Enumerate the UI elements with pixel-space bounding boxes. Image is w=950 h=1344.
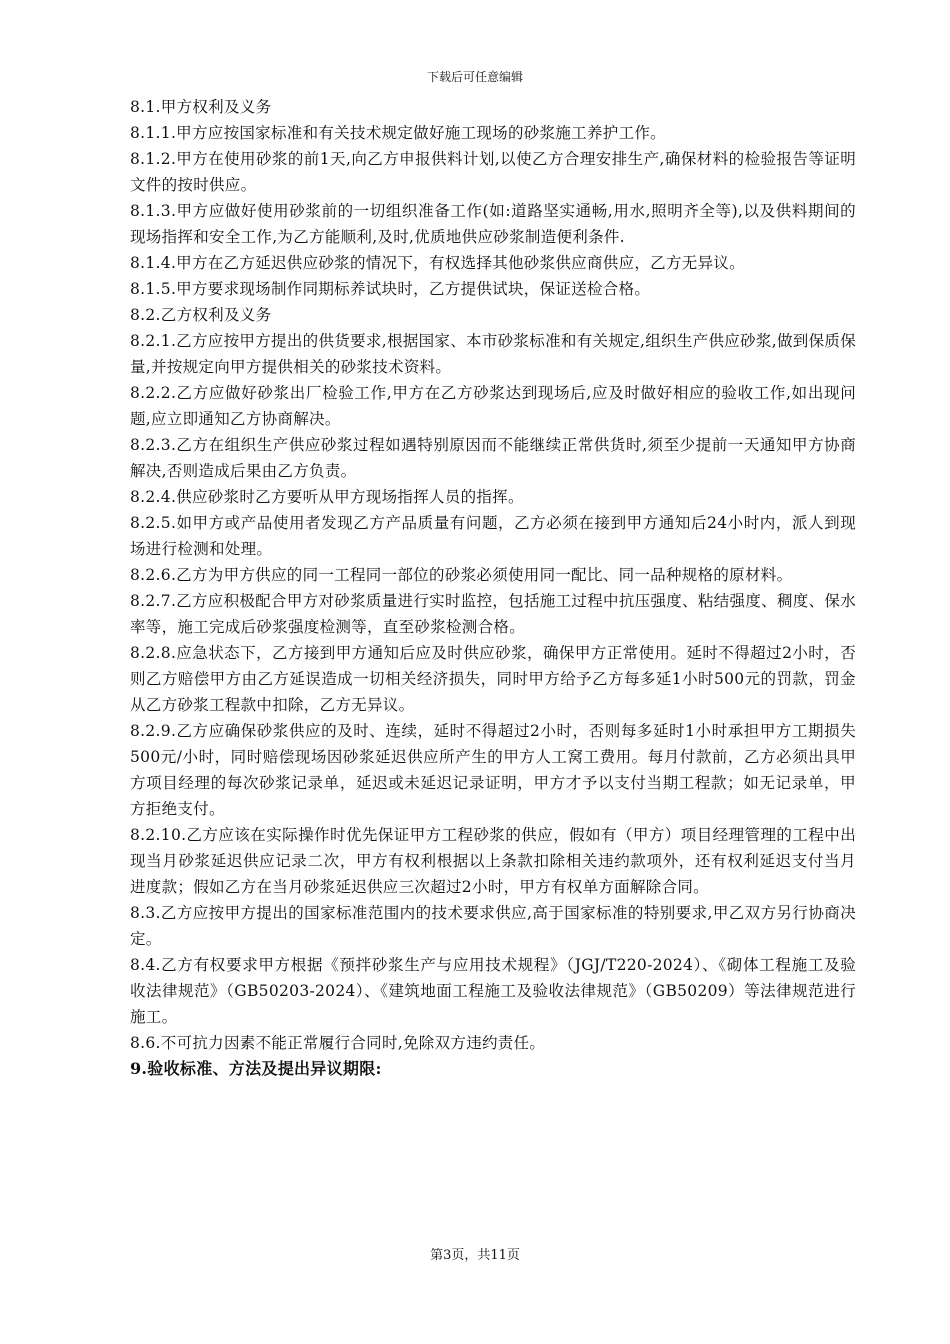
paragraph-8-1-2: 8.1.2.甲方在使用砂浆的前1天,向乙方申报供料计划,以使乙方合理安排生产,确保材料的检验报告等证明文件的按时供应。 <box>130 150 856 194</box>
paragraph-8-6: 8.6.不可抗力因素不能正常履行合同时,免除双方违约责任。 <box>130 1034 546 1052</box>
paragraph-8-2-2: 8.2.2.乙方应做好砂浆出厂检验工作,甲方在乙方砂浆达到现场后,应及时做好相应的验收工作,如出现问题,应立即通知乙方协商解决。 <box>130 384 856 428</box>
paragraph-8-2: 8.2.乙方权利及义务 <box>130 306 272 324</box>
paragraph-8-1-5: 8.1.5.甲方要求现场制作同期标养试块时，乙方提供试块，保证送检合格。 <box>130 280 651 298</box>
paragraph-8-2-5: 8.2.5.如甲方或产品使用者发现乙方产品质量有问题，乙方必须在接到甲方通知后24小时内，派人到现场进行检测和处理。 <box>130 514 856 558</box>
paragraph-8-2-9: 8.2.9.乙方应确保砂浆供应的及时、连续，延时不得超过2小时，否则每多延时1小时承担甲方工期损失500元/小时，同时赔偿现场因砂浆延迟供应所产生的甲方人工窝工费用。每月付款前，乙方必须出具甲方项目经理的每次砂浆记录单，延迟或未延迟记录证明，甲方才予以支付当期工程款；如无记录单，甲方拒绝支付。 <box>130 722 856 818</box>
page-number-footer: 第3页，共11页 <box>430 1248 520 1263</box>
section-heading-9: 9.验收标准、方法及提出异议期限: <box>130 1059 382 1078</box>
paragraph-8-2-8: 8.2.8.应急状态下，乙方接到甲方通知后应及时供应砂浆，确保甲方正常使用。延时不得超过2小时，否则乙方赔偿甲方由乙方延误造成一切相关经济损失，同时甲方给予乙方每多延1小时500元的罚款，罚金从乙方砂浆工程款中扣除，乙方无异议。 <box>130 644 856 714</box>
paragraph-8-3: 8.3.乙方应按甲方提出的国家标准范围内的技术要求供应,高于国家标准的特别要求,甲乙双方另行协商决定。 <box>130 904 856 948</box>
paragraph-8-4: 8.4.乙方有权要求甲方根据《预拌砂浆生产与应用技术规程》（JGJ/T220-2024）、《砌体工程施工及验收法律规范》（GB50203-2024）、《建筑地面工程施工及验收法律规范》（GB50209）等法律规范进行施工。 <box>130 956 856 1026</box>
paragraph-8-1-4: 8.1.4.甲方在乙方延迟供应砂浆的情况下，有权选择其他砂浆供应商供应，乙方无异议。 <box>130 254 745 272</box>
paragraph-8-2-3: 8.2.3.乙方在组织生产供应砂浆过程如遇特别原因而不能继续正常供货时,须至少提前一天通知甲方协商解决,否则造成后果由乙方负责。 <box>130 436 856 480</box>
paragraph-8-1-3: 8.1.3.甲方应做好使用砂浆前的一切组织准备工作(如:道路坚实通畅,用水,照明齐全等),以及供料期间的现场指挥和安全工作,为乙方能顺利,及时,优质地供应砂浆制造便利条件. <box>130 202 856 246</box>
document-body <box>130 94 856 1082</box>
paragraph-8-1-1: 8.1.1.甲方应按国家标准和有关技术规定做好施工现场的砂浆施工养护工作。 <box>130 124 666 142</box>
paragraph-8-1: 8.1.甲方权利及义务 <box>130 98 272 116</box>
page-header-note: 下载后可任意编辑 <box>426 70 523 84</box>
paragraph-8-2-7: 8.2.7.乙方应积极配合甲方对砂浆质量进行实时监控，包括施工过程中抗压强度、粘结强度、稠度、保水率等，施工完成后砂浆强度检测等，直至砂浆检测合格。 <box>130 592 856 636</box>
paragraph-8-2-6: 8.2.6.乙方为甲方供应的同一工程同一部位的砂浆必须使用同一配比、同一品种规格的原材料。 <box>130 566 793 584</box>
paragraph-8-2-1: 8.2.1.乙方应按甲方提出的供货要求,根据国家、本市砂浆标准和有关规定,组织生产供应砂浆,做到保质保量,并按规定向甲方提供相关的砂浆技术资料。 <box>130 332 856 376</box>
paragraph-8-2-10: 8.2.10.乙方应该在实际操作时优先保证甲方工程砂浆的供应，假如有（甲方）项目经理管理的工程中出现当月砂浆延迟供应记录二次，甲方有权利根据以上条款扣除相关违约款项外，还有权利延迟支付当月进度款；假如乙方在当月砂浆延迟供应三次超过2小时，甲方有权单方面解除合同。 <box>130 826 856 896</box>
paragraph-8-2-4: 8.2.4.供应砂浆时乙方要听从甲方现场指挥人员的指挥。 <box>130 488 524 506</box>
